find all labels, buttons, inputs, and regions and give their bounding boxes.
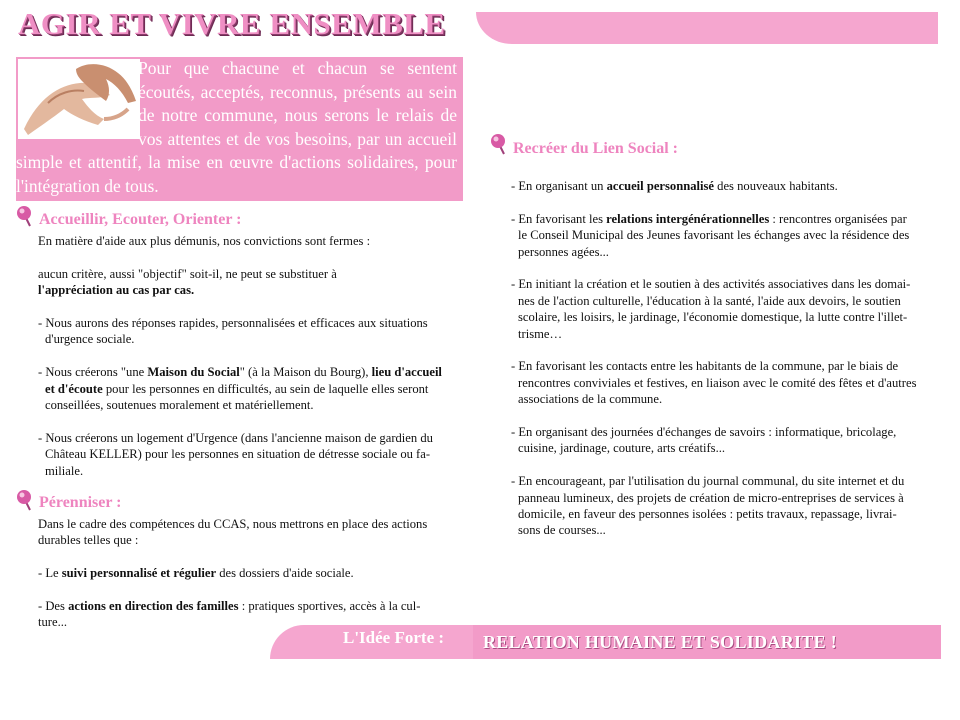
text-line: Dans le cadre des compétences du CCAS, nous mettrons en place des actions bbox=[38, 517, 428, 531]
text-span: des nouveaux habitants. bbox=[714, 179, 838, 193]
section-heading-accueillir: Accueillir, Ecouter, Orienter : bbox=[39, 211, 242, 228]
text-span: : pratiques sportives, accès à la cul- bbox=[238, 599, 421, 613]
text-line: aucun critère, aussi "objectif" soit-il, ne peut se substituer à bbox=[38, 266, 337, 281]
text-line: ture... bbox=[38, 615, 68, 630]
text-line bbox=[511, 211, 951, 227]
text-line bbox=[511, 178, 951, 194]
section-heading-lien-social: Recréer du Lien Social : bbox=[513, 140, 679, 157]
footer-slogan: RELATION HUMAINE ET SOLIDARITE ! bbox=[473, 625, 941, 659]
text-line bbox=[38, 565, 478, 581]
text-line: - En favorisant les contacts entre les habitants de la commune, par le biais de bbox=[511, 359, 899, 374]
text-span: relations intergénérationnelles bbox=[606, 211, 770, 226]
text-line: - Nous aurons des réponses rapides, personnalisées et efficaces aux situations bbox=[38, 316, 428, 330]
text-span: accueil personnalisé bbox=[606, 179, 715, 193]
section-accueillir-body bbox=[38, 233, 478, 479]
page-title: AGIR ET VIVRE ENSEMBLE bbox=[18, 6, 446, 41]
text-line: cuisine, jardinage, couture, arts créatifs... bbox=[518, 441, 726, 456]
text-span: - Nous créerons "une bbox=[38, 365, 148, 380]
section-lien-social-body bbox=[511, 178, 951, 539]
text-span: : rencontres organisées par bbox=[769, 211, 907, 226]
section-heading-perenniser: Pérenniser : bbox=[39, 494, 122, 511]
text-span: - Le bbox=[38, 566, 62, 581]
text-span: - En favorisant les bbox=[511, 211, 607, 226]
text-line: scolaire, les loisirs, le jardinage, l'économie domestique, la lutte contre l'illet- bbox=[518, 310, 908, 325]
text-line: miliale. bbox=[45, 463, 84, 478]
pin-icon bbox=[488, 132, 512, 156]
text-line: - En encourageant, par l'utilisation du journal communal, du site internet et du bbox=[511, 474, 905, 489]
text-span: Maison du Social bbox=[147, 365, 240, 380]
text-span: et d'écoute bbox=[45, 381, 103, 396]
text-line: l'appréciation au cas par cas. bbox=[38, 283, 195, 298]
text-line: conseillées, soutenues moralement et matériellement. bbox=[45, 398, 314, 413]
text-span: des dossiers d'aide sociale. bbox=[216, 566, 354, 581]
text-span: pour les personnes en difficultés, au sein de laquelle elles seront bbox=[102, 381, 429, 396]
text-line: rencontres conviviales et festives, en liaison avec le comité des fêtes et d'autres bbox=[518, 375, 917, 390]
text-line: nes de l'action culturelle, l'éducation à la santé, l'aide aux devoirs, le soutien bbox=[518, 293, 901, 308]
text-line: personnes agées... bbox=[518, 244, 609, 259]
text-line: durables telles que : bbox=[38, 533, 139, 548]
text-line: - Nous créerons un logement d'Urgence (dans l'ancienne maison de gardien du bbox=[38, 430, 433, 445]
text-line: En matière d'aide aux plus démunis, nos convictions sont fermes : bbox=[38, 234, 371, 248]
text-line: domicile, en faveur des personnes isolées : petits travaux, repassage, livrai- bbox=[518, 507, 897, 522]
intro-paragraph: Pour que chacune et chacun se sentent écoutés, acceptés, reconnus, présents au sein de notre commune, nous serons le relais de vos attentes et de vos besoins, par un accueil simple et attentif, la mise en œuvre d'actions solidaires, pour l'intégration de tous. bbox=[16, 58, 457, 196]
text-line: trisme… bbox=[518, 326, 563, 341]
text-line: associations de la commune. bbox=[518, 392, 663, 407]
text-line: - En organisant des journées d'échanges de savoirs : informatique, bricolage, bbox=[511, 425, 897, 440]
text-line: Château KELLER) pour les personnes en situation de détresse sociale ou fa- bbox=[45, 447, 431, 462]
text-span: suivi personnalisé et régulier bbox=[61, 566, 217, 581]
text-line bbox=[38, 598, 478, 614]
section-perenniser-body bbox=[38, 516, 478, 631]
text-line bbox=[38, 364, 478, 380]
text-span: - En organisant un bbox=[511, 179, 607, 193]
header-decor-bar bbox=[476, 12, 938, 44]
text-line: - En initiant la création et le soutien à des activités associatives dans les domai- bbox=[511, 277, 911, 292]
text-line: panneau lumineux, des projets de création de micro-entreprises de services à bbox=[518, 490, 904, 505]
footer-label: L'Idée Forte : bbox=[343, 628, 445, 647]
intro-text bbox=[16, 57, 457, 201]
text-line bbox=[38, 381, 478, 397]
pin-icon bbox=[14, 204, 38, 228]
intro-box bbox=[16, 57, 463, 201]
text-line: d'urgence sociale. bbox=[45, 332, 135, 347]
pin-icon bbox=[14, 488, 38, 512]
text-span: actions en direction des familles bbox=[68, 599, 239, 613]
text-span: - Des bbox=[38, 599, 69, 613]
text-span: " (à la Maison du Bourg), bbox=[239, 365, 372, 380]
text-span: lieu d'accueil bbox=[371, 365, 442, 380]
text-line: sons de courses... bbox=[518, 523, 606, 538]
text-line: le Conseil Municipal des Jeunes favorisant les échanges avec la résidence des bbox=[518, 228, 910, 243]
